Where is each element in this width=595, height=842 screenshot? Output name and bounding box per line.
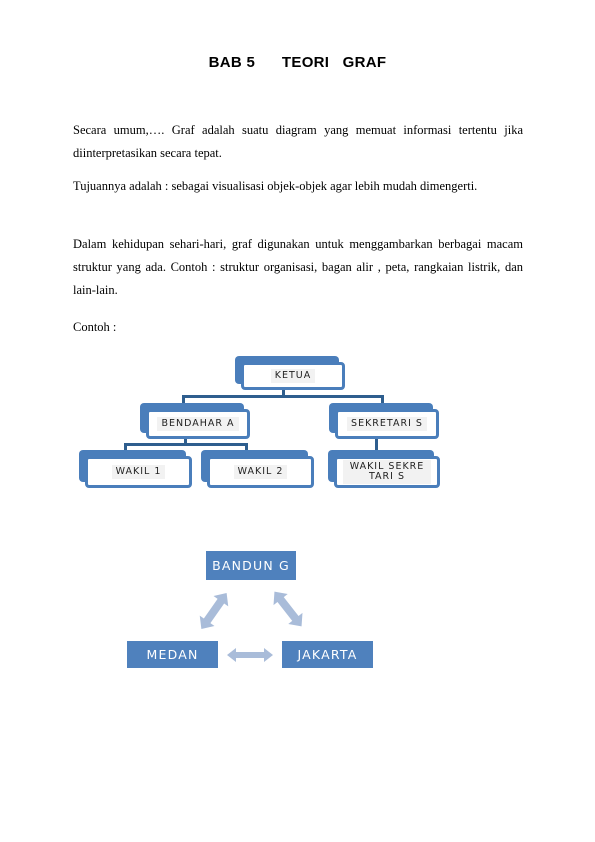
double-arrow-icon: [194, 588, 234, 634]
org-label: WAKIL SEKRETARI S: [343, 460, 431, 484]
double-arrow-icon: [227, 648, 273, 662]
paragraph-example-label: Contoh :: [73, 320, 117, 334]
paragraph-purpose: Tujuannya adalah : sebagai visualisasi objek-objek agar lebih mudah dimengerti.: [73, 179, 478, 193]
paragraph-usage: Dalam kehidupan sehari-hari, graf digunakan untuk menggambarkan berbagai macam struktur yang ada. Contoh : struktur organisasi, bagan alir , peta, rangkaian listrik, dan lain-lain.: [73, 237, 523, 297]
org-label: BENDAHAR A: [157, 417, 238, 431]
org-label: KETUA: [271, 369, 316, 383]
org-label: WAKIL 2: [234, 465, 288, 479]
double-arrow-icon: [267, 586, 308, 632]
org-label: SEKRETARI S: [347, 417, 427, 431]
node-bandung: BANDUN G: [206, 551, 296, 580]
org-label: WAKIL 1: [112, 465, 166, 479]
node-medan: MEDAN: [127, 641, 218, 668]
paragraph-definition: Secara umum,…. Graf adalah suatu diagram yang memuat informasi tertentu jika diinterpretasikan secara tepat.: [73, 123, 523, 160]
node-jakarta: JAKARTA: [282, 641, 373, 668]
chapter-title: BAB 5 TEORI GRAF: [208, 54, 387, 71]
